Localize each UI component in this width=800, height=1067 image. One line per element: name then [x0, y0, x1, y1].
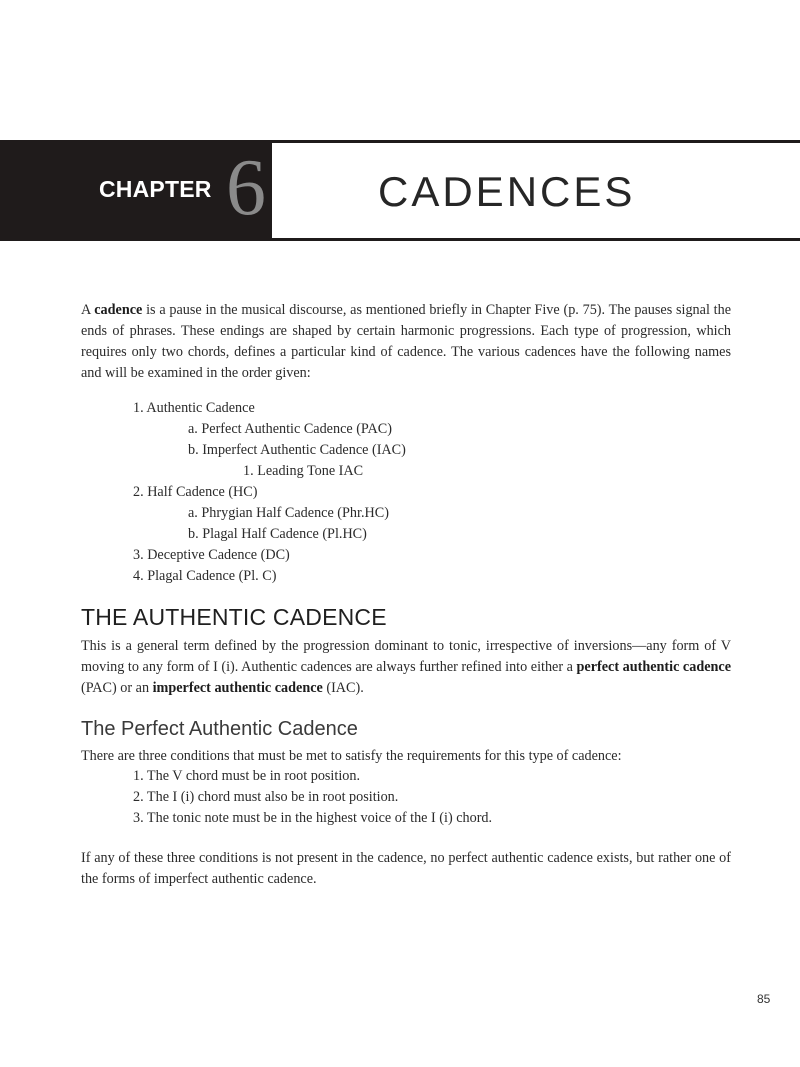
authentic-cadence-paragraph [81, 636, 731, 699]
authentic-text-1: This is a general term defined by the progression dominant to tonic, irrespective of inversions—any form of V moving to any form of I (i). Authentic cadences are always further refined into either a [81, 638, 731, 675]
chapter-label-box [0, 140, 272, 241]
chapter-title: CADENCES [378, 168, 636, 215]
pac-term: perfect authentic cadence [576, 659, 731, 675]
chapter-number: 6 [226, 144, 266, 232]
authentic-text-2: (PAC) or an [81, 680, 153, 696]
iac-term: imperfect authentic cadence [152, 680, 323, 696]
condition-item: 3. The tonic note must be in the highest voice of the I (i) chord. [133, 810, 493, 826]
outline-item: 1. Leading Tone IAC [243, 463, 364, 479]
outline-item: 2. Half Cadence (HC) [133, 484, 258, 500]
intro-paragraph [81, 300, 731, 384]
outline-item: a. Phrygian Half Cadence (Phr.HC) [188, 505, 389, 521]
outline-item: 4. Plagal Cadence (Pl. C) [133, 568, 277, 584]
condition-item: 2. The I (i) chord must also be in root position. [133, 789, 399, 805]
outline-item: b. Imperfect Authentic Cadence (IAC) [188, 442, 406, 458]
outline-item: b. Plagal Half Cadence (Pl.HC) [188, 526, 367, 542]
pac-closing-paragraph: If any of these three conditions is not present in the cadence, no perfect authentic cadence exists, but rather one of the forms of imperfect authentic cadence. [81, 850, 731, 887]
pac-intro: There are three conditions that must be met to satisfy the requirements for this type of cadence: [81, 748, 622, 764]
chapter-header [0, 140, 800, 241]
authentic-cadence-heading: THE AUTHENTIC CADENCE [81, 604, 387, 630]
pac-heading: The Perfect Authentic Cadence [81, 718, 358, 740]
cadence-term: cadence [94, 302, 143, 318]
outline-item: 1. Authentic Cadence [133, 400, 255, 416]
authentic-text-3: (IAC). [322, 680, 364, 696]
intro-text-start: A [81, 302, 95, 318]
header-bottom-rule [272, 238, 800, 241]
outline-item: 3. Deceptive Cadence (DC) [133, 547, 290, 563]
outline-item: a. Perfect Authentic Cadence (PAC) [188, 421, 392, 437]
page-number: 85 [757, 992, 771, 1006]
condition-item: 1. The V chord must be in root position. [133, 768, 360, 784]
intro-text-end: is a pause in the musical discourse, as mentioned briefly in Chapter Five (p. 75). The pauses signal the ends of phrases. These endings are shaped by certain harmonic progressions. Each type of progression, which requires only two chords, defines a particular kind of cadence. The various cadences have the following names and will be examined in the order given: [81, 302, 731, 381]
chapter-label: CHAPTER [99, 176, 212, 202]
header-top-rule [272, 140, 800, 143]
